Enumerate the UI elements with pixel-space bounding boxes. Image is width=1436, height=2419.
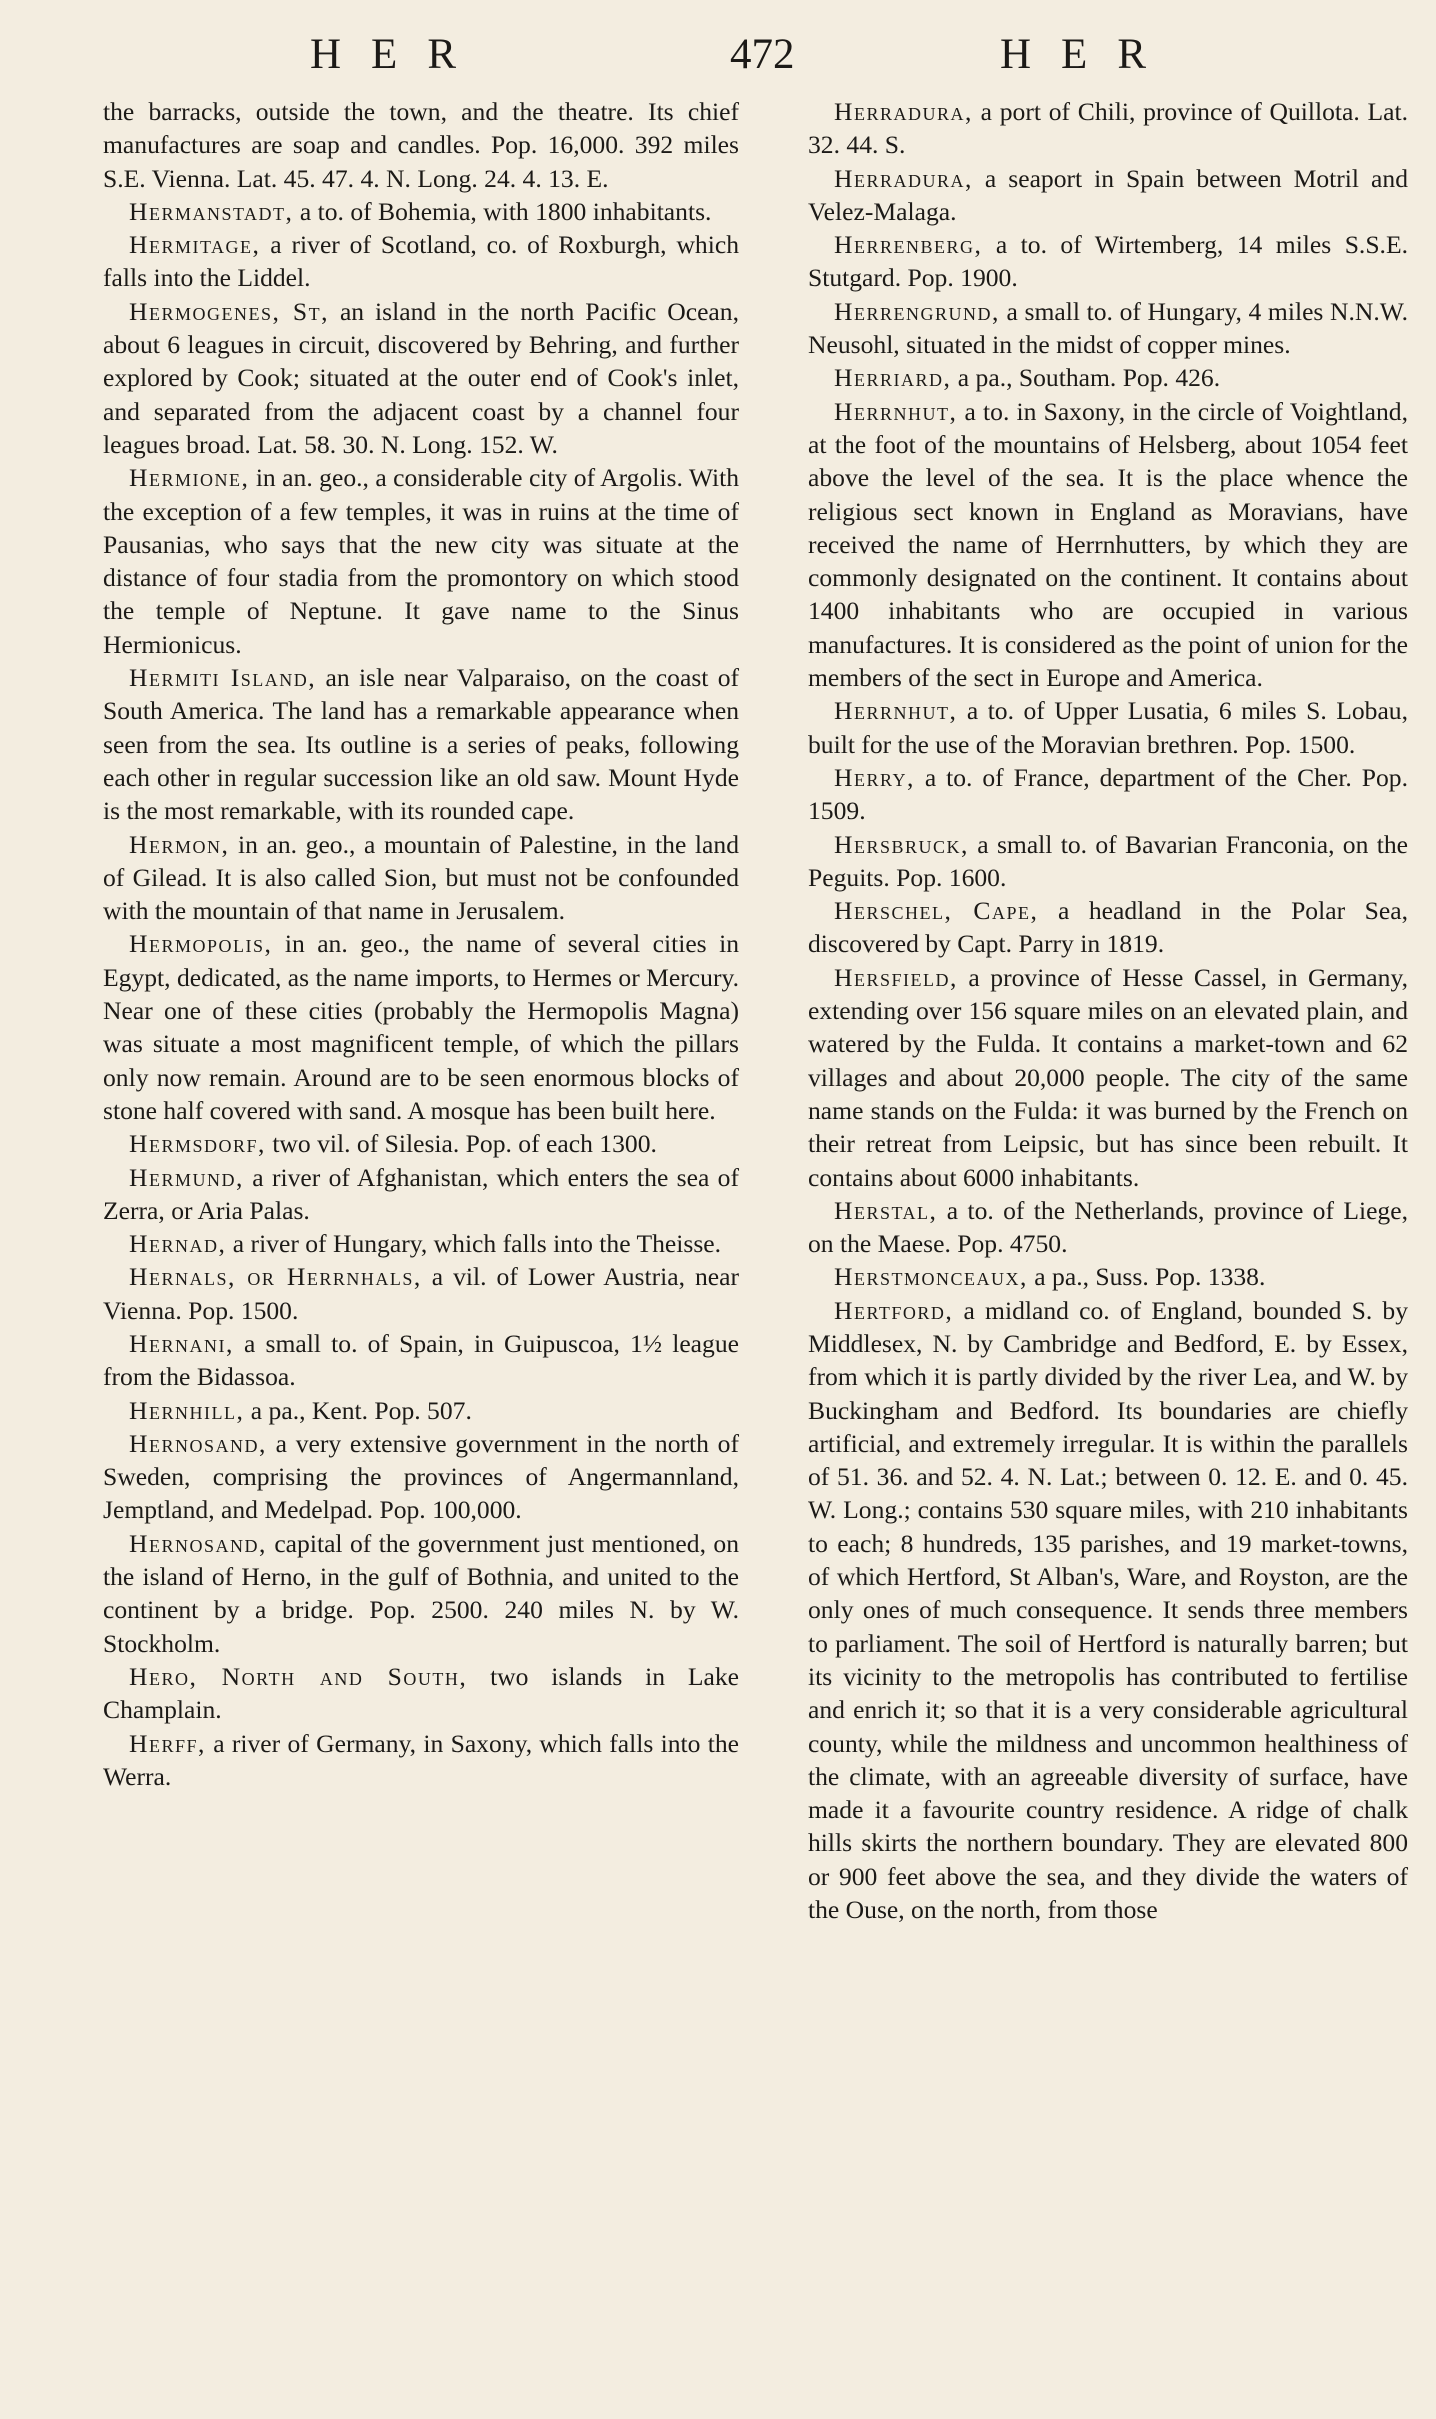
- entry-headword: Herry,: [834, 762, 915, 792]
- entry-headword: Hernosand,: [129, 1428, 267, 1458]
- entry-headword: Hernhill,: [129, 1395, 245, 1425]
- dictionary-entry: [103, 1260, 739, 1327]
- entry-text: in an. geo., the name of several cities in Egypt, dedicated, as the name imports, to Hermes or Mercury. Near one of these cities (probably the Hermopolis Magna) was situate a most magnificent temple, of which the pillars only now remain. Around are to be seen enormous blocks of stone half covered with sand. A mosque has been built here.: [103, 929, 739, 1125]
- entry-headword: Hermiti Island,: [129, 663, 317, 693]
- dictionary-entry: [808, 1260, 1408, 1293]
- entry-headword: Herrnhut,: [834, 396, 958, 426]
- dictionary-entry: [103, 295, 739, 461]
- dictionary-entry: [808, 894, 1408, 961]
- dictionary-entry: [103, 927, 739, 1127]
- entry-text: a province of Hesse Cassel, in Germany, extending over 156 square miles on an elevated plain, and watered by the Fulda. It contains a market-town and 62 villages and about 20,000 people. The city of the same name stands on the Fulda: it was burned by the French on their retreat from Leipsic, but has since been rebuilt. It contains about 6000 inhabitants.: [808, 962, 1408, 1192]
- entry-text: a midland co. of England, bounded S. by Middlesex, N. by Cambridge and Bedford, E. by Essex, from which it is partly divided by the river Lea, and W. by Buckingham and Bedford. Its boundaries are chiefly artificial, and extremely irregular. It is within the parallels of 51. 36. and 52. 4. N. Lat.; between 0. 12. E. and 0. 45. W. Long.; contains 530 square miles, with 210 inhabitants to each; 8 hundreds, 135 parishes, and 19 market-towns, of which Hertford, St Alban's, Ware, and Royston, are the only ones of much consequence. It sends three members to parliament. The soil of Hertford is naturally barren; but its vicinity to the metropolis has contributed to fertilise and enrich it; so that it is a very considerable agricultural county, while the mildness and uncommon healthiness of the climate, with an agreeable diversity of surface, have made it a favourite country residence. A ridge of chalk hills skirts the northern boundary. They are elevated 800 or 900 feet above the sea, and they divide the waters of the Ouse, on the north, from those: [808, 1295, 1408, 1925]
- entry-text: a river of Afghanistan, which enters the sea of Zerra, or Aria Palas.: [103, 1162, 739, 1225]
- entry-headword: Hersbruck,: [834, 829, 969, 859]
- entry-text: a river of Hungary, which falls into the Theisse.: [226, 1229, 722, 1259]
- dictionary-entry: [808, 295, 1408, 362]
- running-head: [0, 30, 1436, 90]
- dictionary-entry: [103, 195, 739, 228]
- entry-headword: Hernani,: [129, 1328, 234, 1358]
- entry-text: a pa., Suss. Pop. 1338.: [1027, 1262, 1266, 1292]
- dictionary-entry: [103, 1727, 739, 1794]
- entry-headword: Hermitage,: [129, 230, 261, 260]
- dictionary-entry: [103, 1227, 739, 1260]
- entry-headword: Hermopolis,: [129, 929, 273, 959]
- dictionary-entry: [103, 461, 739, 661]
- entry-headword: Hermione,: [129, 463, 250, 493]
- dictionary-entry: [103, 1394, 739, 1427]
- entry-headword: Hermsdorf,: [129, 1129, 266, 1159]
- entry-headword: Herradura,: [834, 163, 973, 193]
- dictionary-entry: [808, 395, 1408, 695]
- entry-text: the barracks, outside the town, and the theatre. Its chief manufactures are soap and candles. Pop. 16,000. 392 miles S.E. Vienna. Lat. 45. 47. 4. N. Long. 24. 4. 13. E.: [103, 97, 739, 193]
- dictionary-entry: [808, 961, 1408, 1194]
- running-head-right: HER: [1000, 31, 1176, 78]
- dictionary-entry: [808, 1294, 1408, 1927]
- entry-headword: Herrengrund,: [834, 296, 1000, 326]
- entry-text: an isle near Valparaiso, on the coast of South America. The land has a remarkable appearance when seen from the sea. Its outline is a series of peaks, following each other in regular succession like an old saw. Mount Hyde is the most remarkable, with its rounded cape.: [103, 663, 740, 826]
- entry-text: a seaport in Spain between Motril and Velez-Malaga.: [808, 163, 1408, 226]
- entry-headword: Herff,: [129, 1728, 206, 1758]
- dictionary-entry: [808, 1194, 1408, 1261]
- entry-headword: Hertford,: [834, 1295, 954, 1325]
- dictionary-entry: [808, 828, 1408, 895]
- entry-headword: Hermon,: [129, 829, 230, 859]
- entry-text: a to. in Saxony, in the circle of Voightland, at the foot of the mountains of Helsberg, about 1054 feet above the level of the sea. It is the place whence the religious sect known in England as Moravians, have received the name of Herrnhutters, by which they are commonly designated on the continent. It contains about 1400 inhabitants who are occupied in various manufactures. It is considered as the point of union for the members of the sect in Europe and America.: [808, 396, 1408, 693]
- dictionary-entry: [103, 1127, 739, 1160]
- entry-text: a to. of the Netherlands, province of Liege, on the Maese. Pop. 4750.: [808, 1195, 1408, 1259]
- dictionary-entry: [103, 228, 739, 295]
- entry-text: in an. geo., a considerable city of Argolis. With the exception of a few temples, it was in ruins at the time of Pausanias, who says that the new city was situate at the distance of four stadia from the promontory on which stood the temple of Neptune. It gave name to the Sinus Hermionicus.: [103, 463, 739, 659]
- left-column: [103, 95, 739, 1793]
- page-number: 472: [730, 31, 795, 78]
- running-head-left: HER: [310, 31, 486, 78]
- dictionary-entry: [103, 1427, 739, 1527]
- entry-text: a small to. of Hungary, 4 miles N.N.W. Neusohl, situated in the midst of copper mines.: [808, 296, 1408, 360]
- entry-text: a to. of Wirtemberg, 14 miles S.S.E. Stutgard. Pop. 1900.: [808, 230, 1408, 293]
- entry-headword: Hernals, or Herrnhals,: [129, 1262, 422, 1292]
- entry-text: a river of Germany, in Saxony, which falls into the Werra.: [103, 1728, 739, 1791]
- dictionary-entry: [808, 95, 1408, 162]
- dictionary-entry: [103, 661, 739, 827]
- entry-text: a very extensive government in the north of Sweden, comprising the provinces of Angermannland, Jemptland, and Medelpad. Pop. 100,000.: [103, 1428, 739, 1525]
- entry-headword: Herrenberg,: [834, 230, 983, 260]
- entry-headword: Hernosand,: [129, 1528, 267, 1558]
- entry-headword: Herstal,: [834, 1195, 938, 1225]
- entry-headword: Hermogenes, St,: [129, 296, 329, 326]
- entry-text: a to. of Bohemia, with 1800 inhabitants.: [293, 196, 712, 226]
- entry-headword: Hermanstadt,: [129, 196, 294, 226]
- entry-text: a port of Chili, province of Quillota. Lat. 32. 44. S.: [808, 97, 1408, 160]
- dictionary-entry: [808, 761, 1408, 828]
- entry-text: a to. of France, department of the Cher. Pop. 1509.: [808, 762, 1408, 826]
- dictionary-entry: [103, 1527, 739, 1660]
- entry-headword: Hernad,: [129, 1229, 227, 1259]
- dictionary-entry: [808, 694, 1408, 761]
- dictionary-entry: [103, 1660, 739, 1727]
- entry-text: two vil. of Silesia. Pop. of each 1300.: [265, 1129, 657, 1159]
- dictionary-entry: [103, 828, 739, 928]
- entry-headword: Herriard,: [834, 363, 952, 393]
- dictionary-entry: [103, 1161, 739, 1228]
- entry-text: two islands in Lake Champlain.: [103, 1661, 739, 1725]
- entry-text: a small to. of Spain, in Guipuscoa, 1½ league from the Bidassoa.: [103, 1328, 739, 1392]
- dictionary-entry: [808, 228, 1408, 295]
- right-column: [808, 95, 1408, 1926]
- entry-text: a to. of Upper Lusatia, 6 miles S. Lobau, built for the use of the Moravian brethren. Pop. 1500.: [808, 696, 1408, 759]
- entry-text: a pa., Southam. Pop. 426.: [951, 363, 1221, 393]
- entry-text: a small to. of Bavarian Franconia, on the Peguits. Pop. 1600.: [808, 829, 1408, 892]
- entry-headword: Herschel, Cape,: [834, 896, 1039, 926]
- dictionary-entry: [808, 361, 1408, 394]
- dictionary-entry: [808, 162, 1408, 229]
- entry-headword: Hermund,: [129, 1162, 244, 1192]
- entry-text: a vil. of Lower Austria, near Vienna. Pop. 1500.: [103, 1262, 739, 1325]
- dictionary-entry: [103, 95, 739, 195]
- entry-headword: Hersfield,: [834, 962, 958, 992]
- entry-headword: Hero, North and South,: [129, 1661, 468, 1691]
- entry-text: in an. geo., a mountain of Palestine, in the land of Gilead. It is also called Sion, but must not be confounded with the mountain of that name in Jerusalem.: [103, 829, 739, 926]
- entry-text: an island in the north Pacific Ocean, about 6 leagues in circuit, discovered by Behring, and further explored by Cook; situated at the outer end of Cook's inlet, and separated from the adjacent coast by a channel four leagues broad. Lat. 58. 30. N. Long. 152. W.: [103, 296, 739, 459]
- entry-headword: Herradura,: [834, 97, 973, 126]
- dictionary-entry: [103, 1327, 739, 1394]
- entry-text: a headland in the Polar Sea, discovered by Capt. Parry in 1819.: [808, 896, 1408, 959]
- entry-headword: Herstmonceaux,: [834, 1262, 1028, 1292]
- entry-headword: Herrnhut,: [834, 696, 958, 726]
- entry-text: a river of Scotland, co. of Roxburgh, which falls into the Liddel.: [103, 230, 739, 293]
- entry-text: capital of the government just mentioned, on the island of Herno, in the gulf of Bothnia, and united to the continent by a bridge. Pop. 2500. 240 miles N. by W. Stockholm.: [103, 1528, 739, 1658]
- entry-text: a pa., Kent. Pop. 507.: [244, 1395, 472, 1425]
